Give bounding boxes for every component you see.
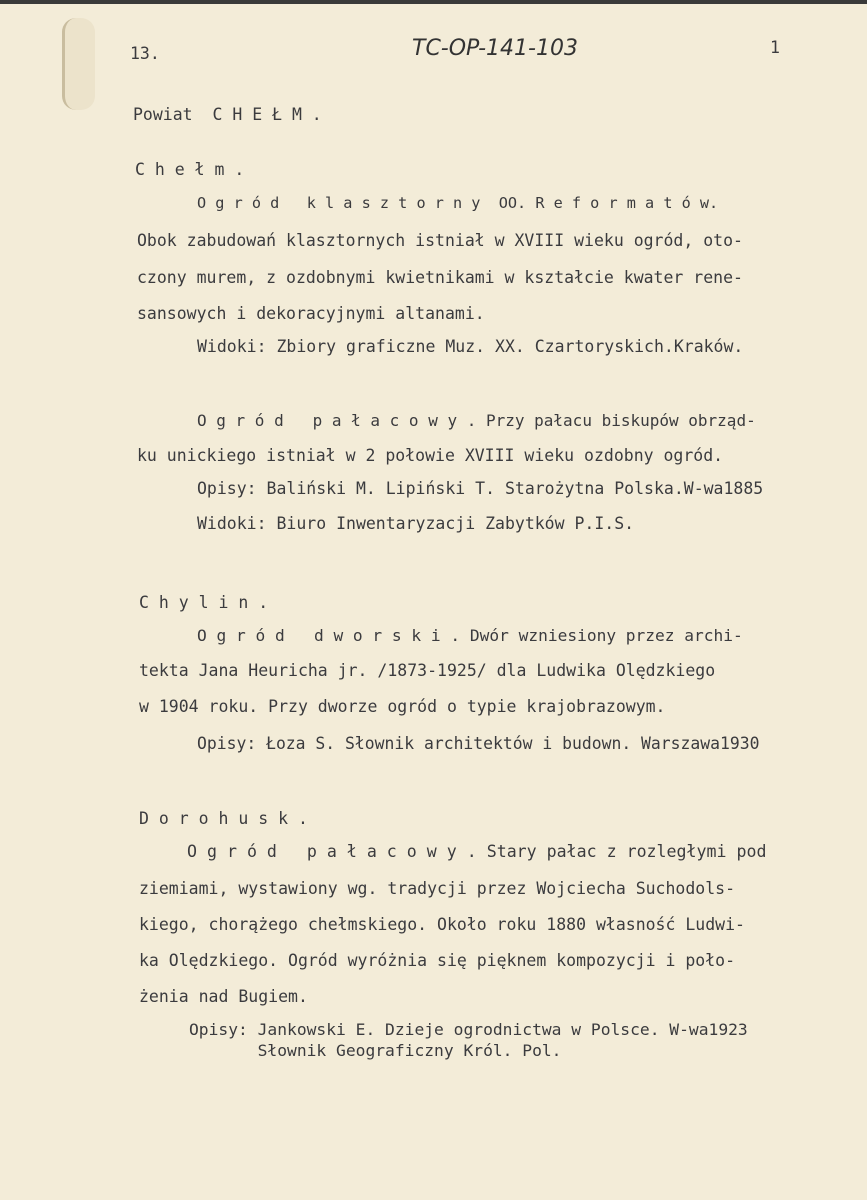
entry-title-line: O g r ó d p a ł a c o w y . Przy pałacu biskupów obrząd- <box>197 411 756 430</box>
entry-reference: Opisy: Baliński M. Lipiński T. Starożytna Polska.W-wa1885 <box>197 479 764 498</box>
entry-text-line: ziemiami, wystawiony wg. tradycji przez Wojciecha Suchodols- <box>139 879 736 898</box>
entry-text-line: żenia nad Bugiem. <box>139 987 308 1006</box>
entry-title-line: O g r ó d k l a s z t o r n y OO. R e f o r m a t ó w. <box>197 194 719 212</box>
entry-text-line: kiego, chorążego chełmskiego. Około roku 1880 własność Ludwi- <box>139 915 745 934</box>
entry-text-line: sansowych i dekoracyjnymi altanami. <box>137 304 485 323</box>
binding-hole <box>62 18 95 110</box>
place-heading: D o r o h u s k . <box>139 809 308 828</box>
entry-title-line: O g r ó d d w o r s k i . Dwór wzniesiony przez archi- <box>197 626 743 645</box>
entry-text-line: ka Olędzkiego. Ogród wyróżnia się pięknem kompozycji i poło- <box>139 951 736 970</box>
place-heading: C h y l i n . <box>139 593 269 612</box>
entry-reference: Opisy: Jankowski E. Dzieje ogrodnictwa w Polsce. W-wa1923 <box>189 1020 748 1039</box>
catalog-code: TC-OP-141-103 <box>412 36 578 61</box>
typewritten-page <box>0 4 867 1200</box>
entry-reference: Opisy: Łoza S. Słownik architektów i budown. Warszawa1930 <box>197 734 760 753</box>
entry-reference: Słownik Geograficzny Król. Pol. <box>189 1041 562 1060</box>
entry-text-line: Obok zabudowań klasztornych istniał w XVIII wieku ogród, oto- <box>137 231 743 250</box>
entry-text-line: ku unickiego istniał w 2 połowie XVIII wieku ozdobny ogród. <box>137 446 724 465</box>
place-heading: C h e ł m . <box>135 160 245 179</box>
entry-title-line: O g r ó d p a ł a c o w y . Stary pałac z rozległymi pod <box>187 842 767 861</box>
page-number-left: 13. <box>130 44 160 63</box>
entry-text-line: w 1904 roku. Przy dworze ogród o typie krajobrazowym. <box>139 697 666 716</box>
page-number-right: 1 <box>770 38 780 57</box>
entry-reference: Widoki: Zbiory graficzne Muz. XX. Czartoryskich.Kraków. <box>197 337 744 356</box>
entry-reference: Widoki: Biuro Inwentaryzacji Zabytków P.I.S. <box>197 514 635 533</box>
entry-text-line: czony murem, z ozdobnymi kwietnikami w kształcie kwater rene- <box>137 268 743 287</box>
entry-text-line: tekta Jana Heuricha jr. /1873-1925/ dla Ludwika Olędzkiego <box>139 661 716 680</box>
district-heading: Powiat C H E Ł M . <box>133 105 322 124</box>
